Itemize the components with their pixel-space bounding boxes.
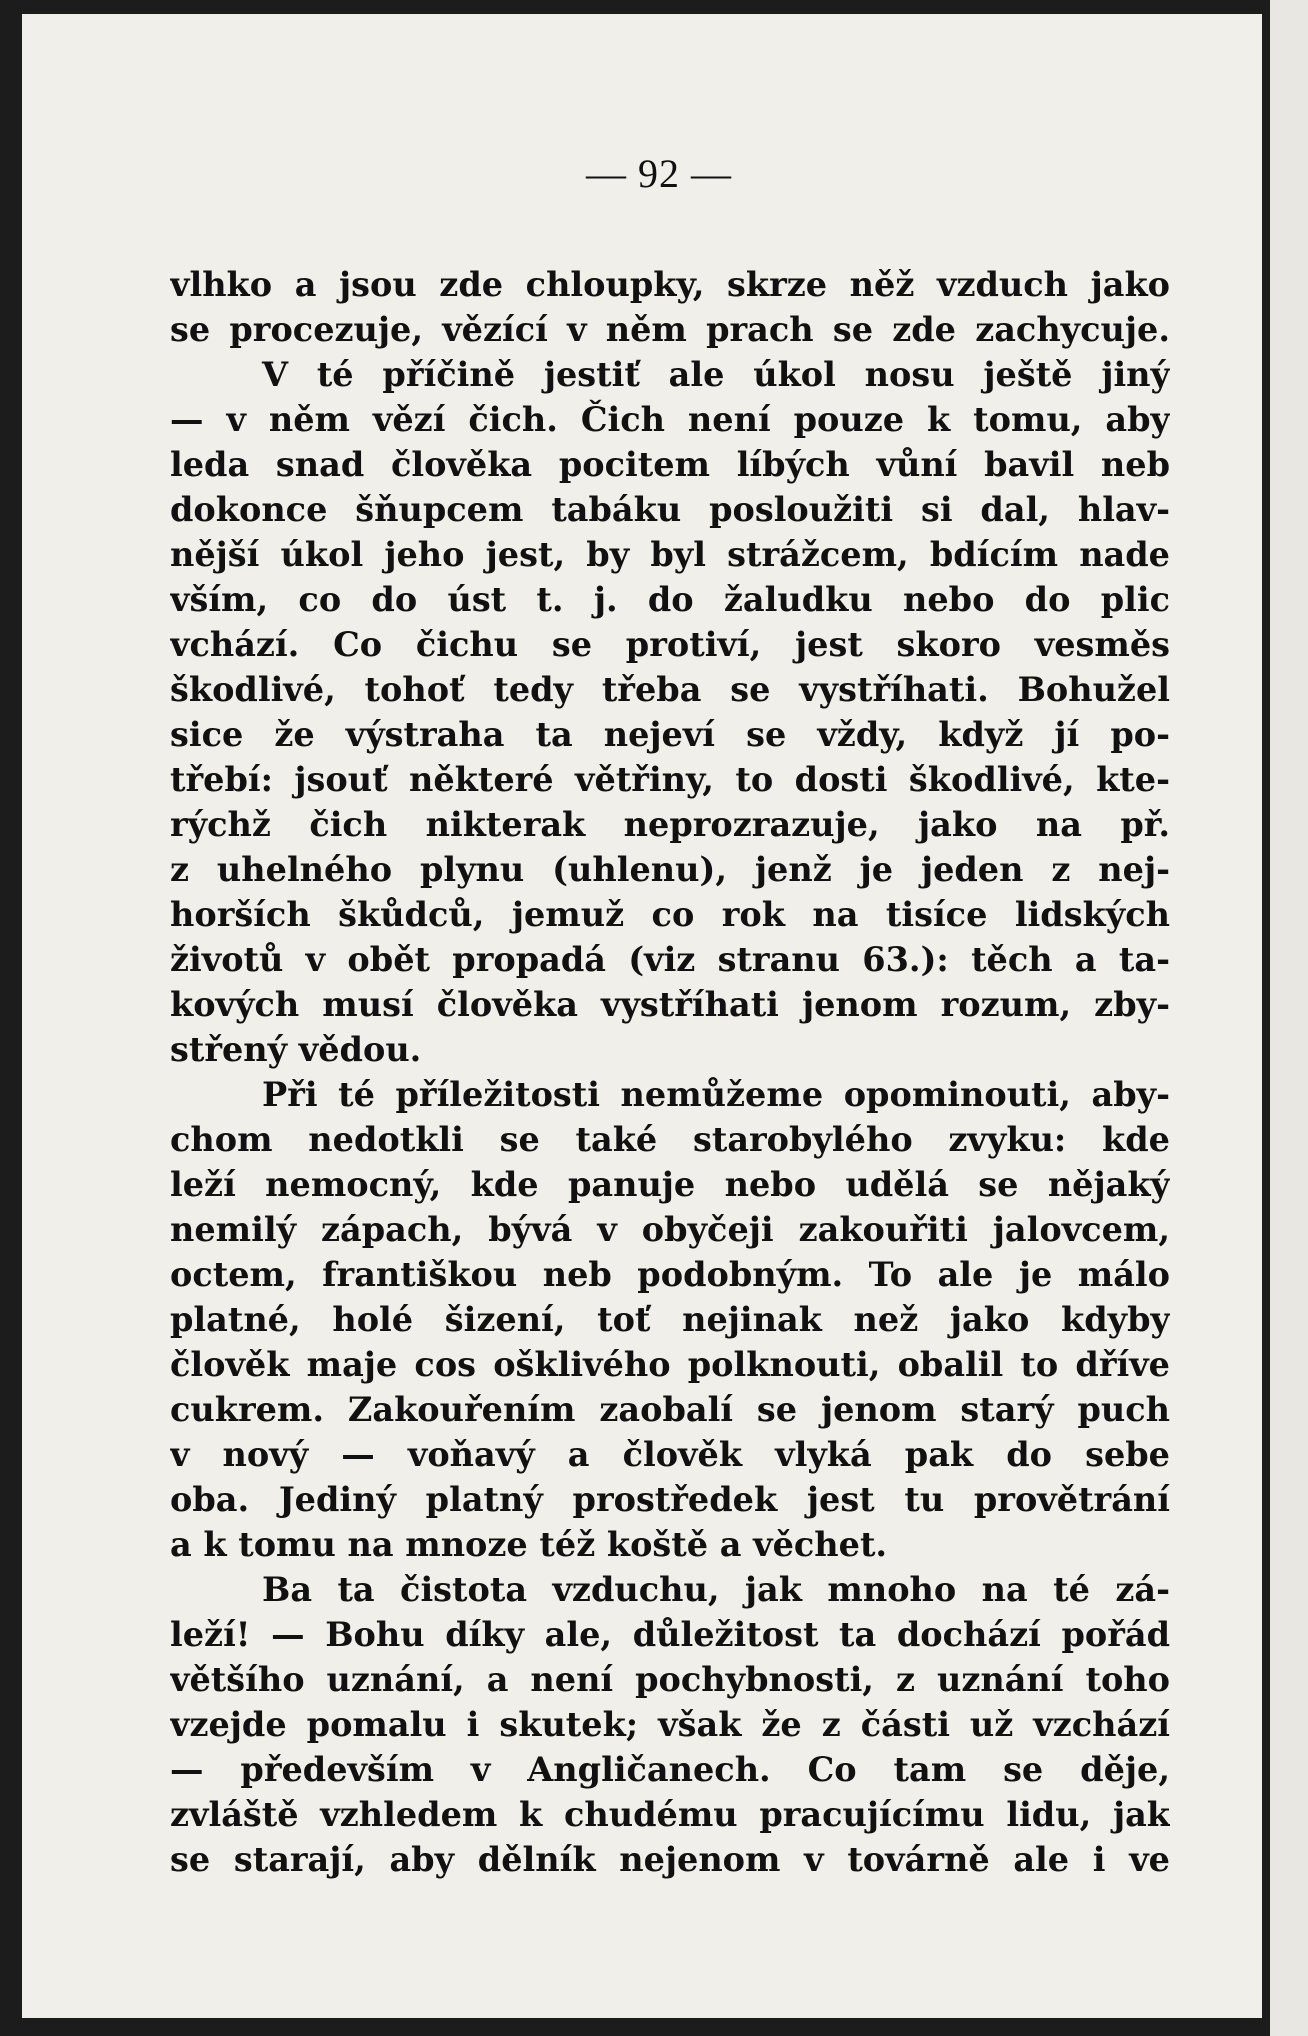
text-line: škodlivé, tohoť tedy třeba se vystříhati. Bohužel bbox=[170, 670, 1170, 709]
body-text bbox=[170, 262, 1170, 1882]
text-line: se procezuje, vězící v něm prach se zde zachycuje. bbox=[170, 310, 1170, 349]
text-line: třebí: jsouť některé větřiny, to dosti škodlivé, kte- bbox=[170, 760, 1170, 799]
text-line: střený vědou. bbox=[170, 1030, 422, 1069]
text-line: horších škůdců, jemuž co rok na tisíce lidských bbox=[170, 895, 1170, 934]
text-line: dokonce šňupcem tabáku posloužiti si dal, hlav- bbox=[170, 490, 1170, 529]
text-line: — v něm vězí čich. Čich není pouze k tomu, aby bbox=[170, 400, 1170, 439]
text-line: vším, co do úst t. j. do žaludku nebo do plic bbox=[170, 580, 1170, 619]
text-line: zvláště vzhledem k chudému pracujícímu lidu, jak bbox=[170, 1795, 1170, 1834]
page-number: — 92 — bbox=[586, 151, 732, 196]
text-line: kových musí člověka vystříhati jenom rozum, zby- bbox=[170, 985, 1170, 1024]
text-line: platné, holé šizení, toť nejinak než jako kdyby bbox=[170, 1300, 1170, 1339]
text-line: cukrem. Zakouřením zaobalí se jenom starý puch bbox=[170, 1390, 1170, 1429]
text-line: — především v Angličanech. Co tam se děje, bbox=[170, 1750, 1170, 1789]
text-line: chom nedotkli se také starobylého zvyku: kde bbox=[170, 1120, 1170, 1159]
text-line: nější úkol jeho jest, by byl strážcem, bdícím nade bbox=[170, 535, 1170, 574]
text-line: člověk maje cos ošklivého polknouti, obalil to dříve bbox=[170, 1345, 1170, 1384]
text-line: oba. Jediný platný prostředek jest tu provětrání bbox=[170, 1480, 1170, 1519]
text-line: a k tomu na mnoze též koště a věchet. bbox=[170, 1525, 888, 1564]
text-line: leda snad člověka pocitem líbých vůní bavil neb bbox=[170, 445, 1170, 484]
text-line: vzejde pomalu i skutek; však že z části už vzchází bbox=[170, 1705, 1170, 1744]
text-line: životů v obět propadá (viz stranu 63.): těch a ta- bbox=[170, 940, 1170, 979]
text-line: většího uznání, a není pochybnosti, z uznání toho bbox=[170, 1660, 1170, 1699]
text-line: sice že výstraha ta nejeví se vždy, když jí po- bbox=[170, 715, 1170, 754]
text-line: z uhelného plynu (uhlenu), jenž je jeden z nej- bbox=[170, 850, 1170, 889]
text-line: rýchž čich nikterak neprozrazuje, jako na př. bbox=[170, 805, 1170, 844]
text-line: Při té příležitosti nemůžeme opominouti, aby- bbox=[262, 1075, 1170, 1114]
text-line: vlhko a jsou zde chloupky, skrze něž vzduch jako bbox=[170, 265, 1170, 304]
text-line: octem, františkou neb podobným. To ale je málo bbox=[170, 1255, 1170, 1294]
text-line: Ba ta čistota vzduchu, jak mnoho na té zá- bbox=[262, 1570, 1170, 1609]
text-line: V té příčině jestiť ale úkol nosu ještě jiný bbox=[262, 355, 1170, 394]
text-line: vchází. Co čichu se protiví, jest skoro vesměs bbox=[170, 625, 1170, 664]
text-line: se starají, aby dělník nejenom v továrně ale i ve bbox=[170, 1840, 1170, 1879]
next-page-edge bbox=[1270, 0, 1308, 2036]
text-line: nemilý zápach, bývá v obyčeji zakouřiti jalovcem, bbox=[170, 1210, 1170, 1249]
text-line: leží nemocný, kde panuje nebo udělá se nějaký bbox=[170, 1165, 1170, 1204]
text-line: v nový — voňavý a člověk vlyká pak do sebe bbox=[170, 1435, 1170, 1474]
text-line: leží! — Bohu díky ale, důležitost ta dochází pořád bbox=[170, 1615, 1170, 1654]
